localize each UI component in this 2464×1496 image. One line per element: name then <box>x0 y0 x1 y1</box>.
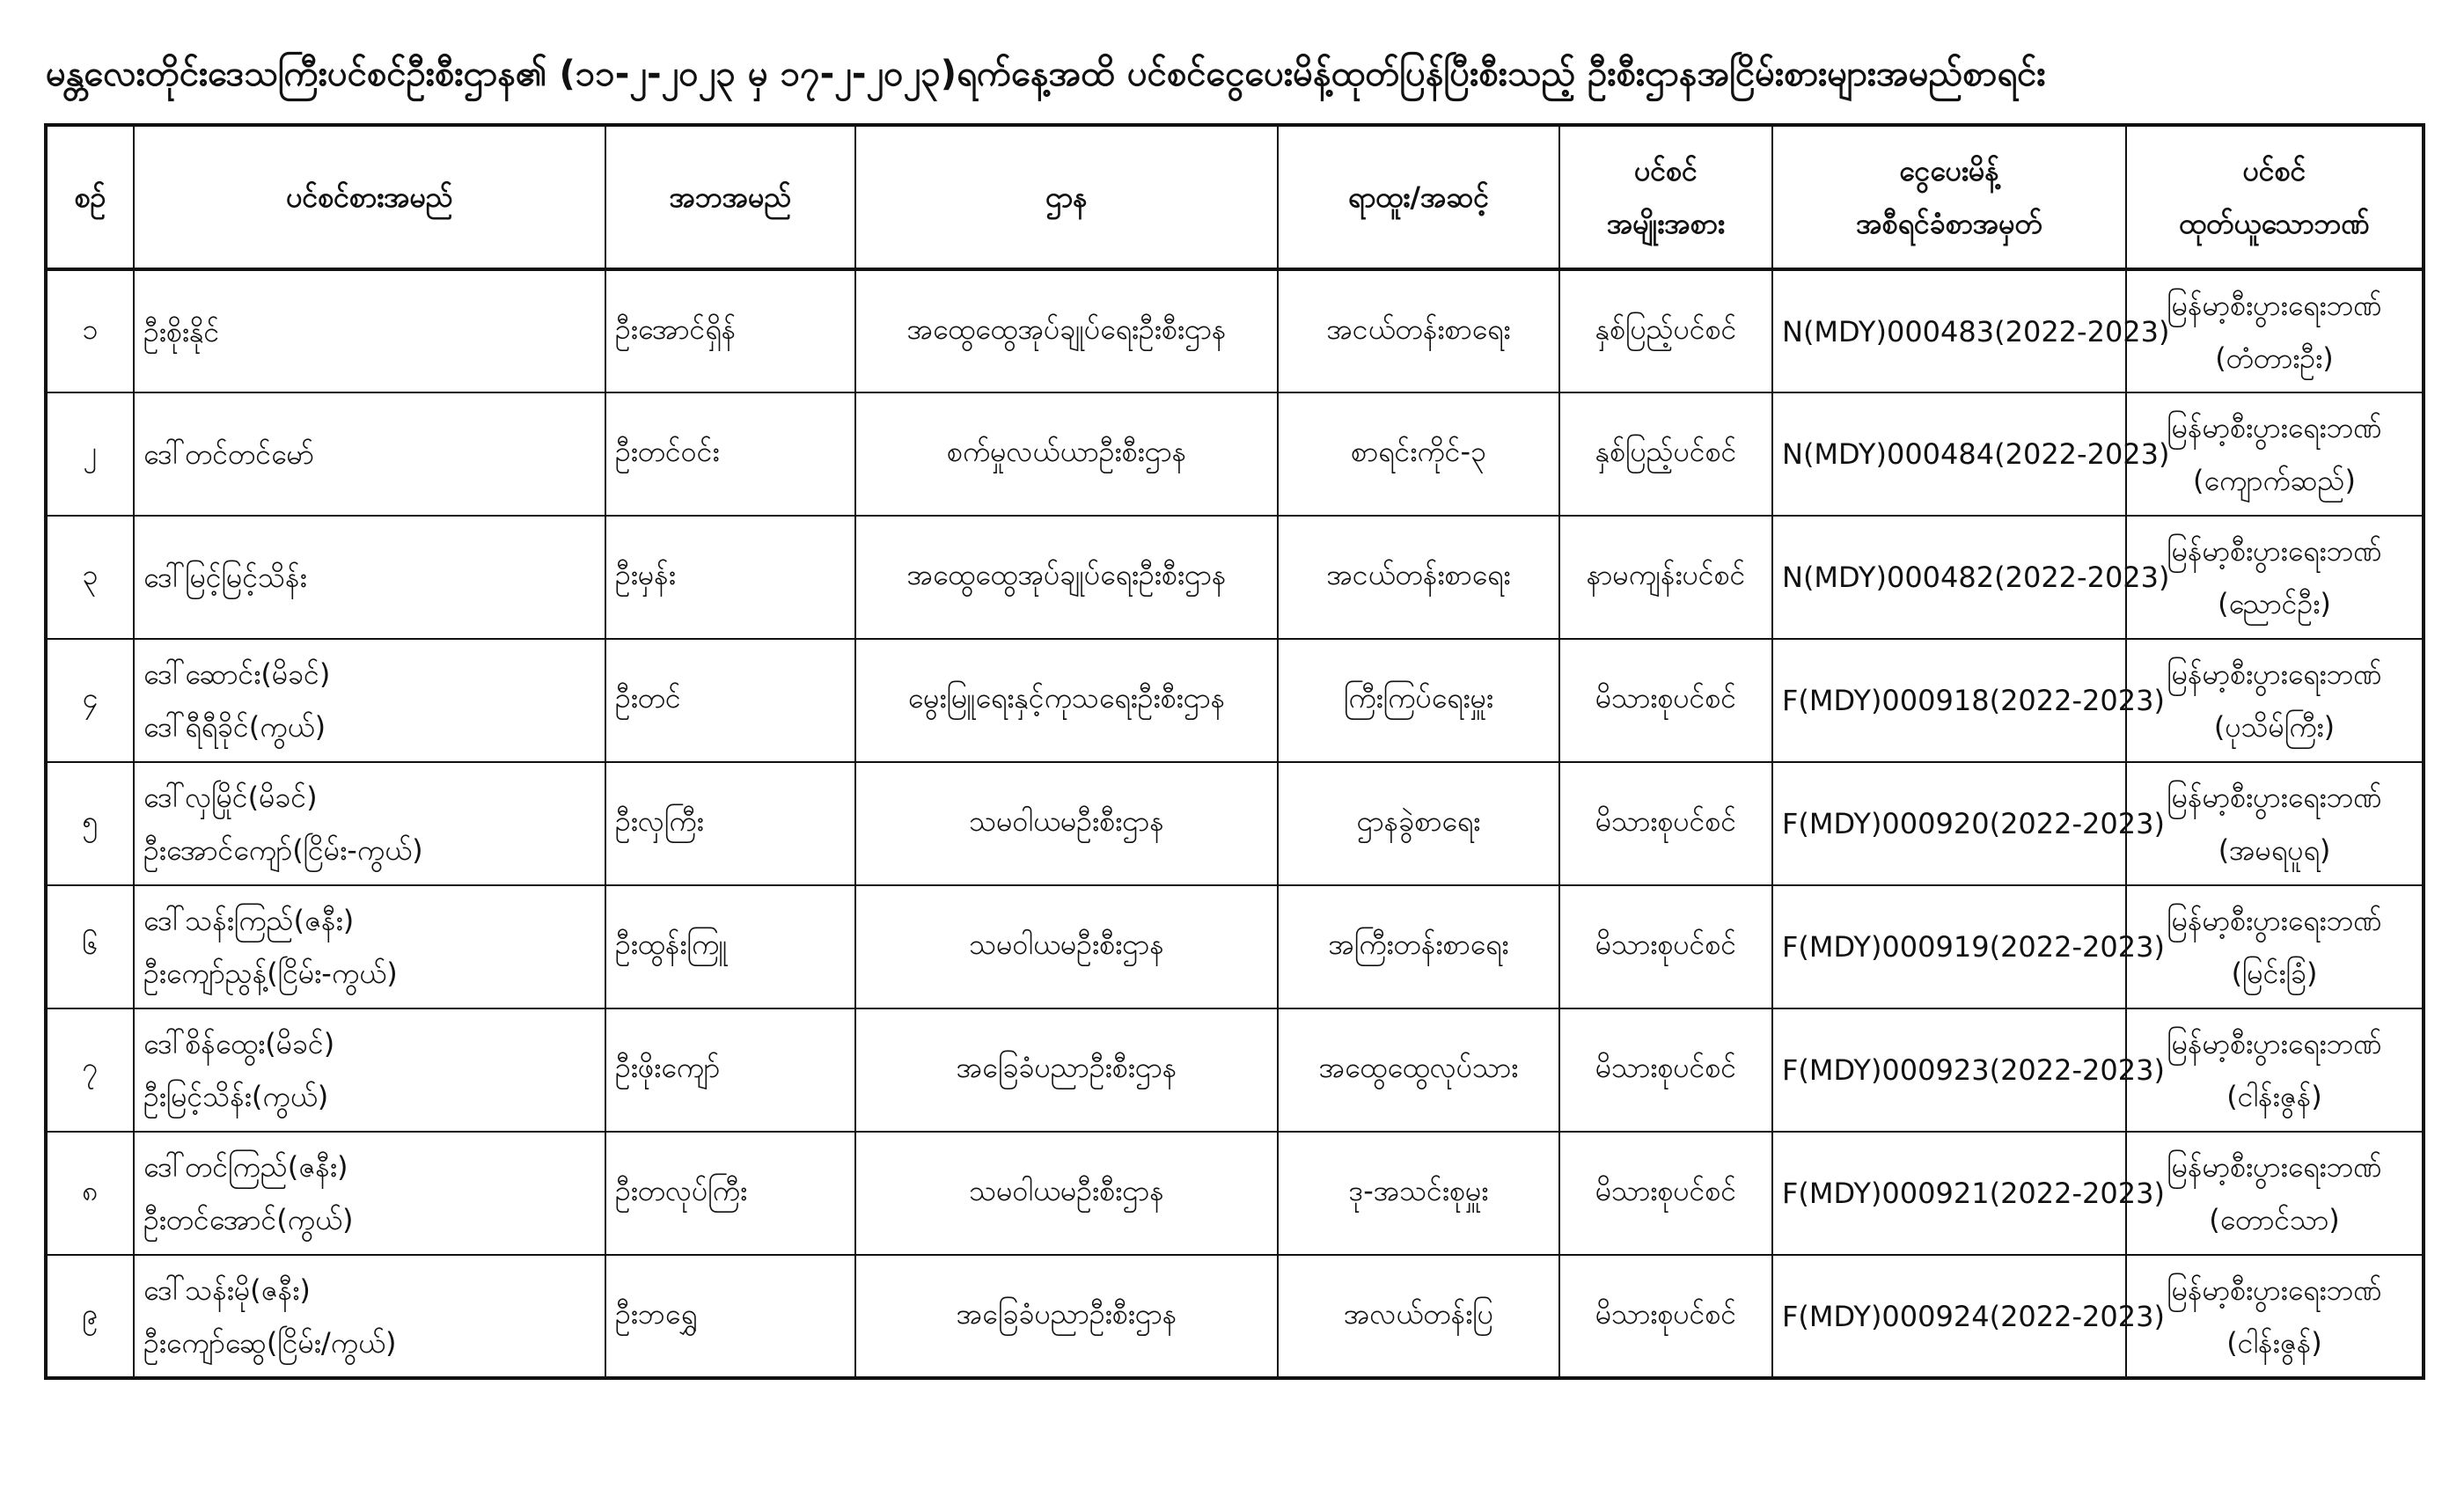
cell-rank: အထွေထွေလုပ်သား <box>1278 1008 1559 1132</box>
cell-no: ၃ <box>46 516 134 639</box>
cell-rank: ကြီးကြပ်ရေးမှူး <box>1278 639 1559 762</box>
bank-name: မြန်မာ့စီးပွားရေးဘဏ် <box>2167 781 2382 814</box>
bank-name: မြန်မာ့စီးပွားရေးဘဏ် <box>2167 1027 2382 1060</box>
cell-bank <box>2126 639 2424 762</box>
bank-name: မြန်မာ့စီးပွားရေးဘဏ် <box>2167 288 2382 322</box>
cell-order-no: F(MDY)000923(2022-2023) <box>1772 1008 2126 1132</box>
cell-father: ဦးထွန်းကြူ <box>605 885 855 1008</box>
pensioner-name-line1: ဒေါ်တင်ကြည်(ဇနီး) <box>143 1150 348 1184</box>
pensioner-name-line2: ဦးကျော်ဆွေ(ငြိမ်း/ကွယ်) <box>143 1325 397 1360</box>
cell-no: ၂ <box>46 392 134 516</box>
pensioner-name-line2: ဦးမြင့်သိန်း(ကွယ်) <box>143 1080 329 1113</box>
pensioner-name-line1: ဒေါ်သန်းမို(ဇနီး) <box>143 1272 311 1307</box>
table-row <box>46 762 2424 885</box>
pensioner-name-line1: ဒေါ်သန်းကြည်(ဇနီး) <box>143 904 355 937</box>
cell-department: သမဝါယမဦးစီးဌာန <box>855 1132 1278 1255</box>
cell-order-no: N(MDY)000482(2022-2023) <box>1772 516 2126 639</box>
cell-department: မွေးမြူရေးနှင့်ကုသရေးဦးစီးဌာန <box>855 639 1278 762</box>
cell-order-no: F(MDY)000918(2022-2023) <box>1772 639 2126 762</box>
cell-father: ဦးတလုပ်ကြီး <box>605 1132 855 1255</box>
pensioner-name-line1: ဒေါ်မြင့်မြင့်သိန်း <box>143 561 307 594</box>
table-row <box>46 1008 2424 1132</box>
header-bank-line2: ထုတ်ယူသောဘဏ် <box>2179 207 2370 240</box>
cell-department: အထွေထွေအုပ်ချုပ်ရေးဦးစီးဌာန <box>855 516 1278 639</box>
table-row <box>46 516 2424 639</box>
cell-bank <box>2126 392 2424 516</box>
cell-name <box>134 1255 605 1378</box>
cell-name <box>134 392 605 516</box>
cell-father: ဦးလှကြီး <box>605 762 855 885</box>
header-bank <box>2126 125 2424 269</box>
cell-department: သမဝါယမဦးစီးဌာန <box>855 762 1278 885</box>
cell-father: ဦးဘရွှေ <box>605 1255 855 1378</box>
cell-rank: အငယ်တန်းစာရေး <box>1278 269 1559 392</box>
header-no: စဉ် <box>46 125 134 269</box>
pensioner-name-line1: ဒေါ်စိန်ထွေး(မိခင်) <box>143 1027 335 1060</box>
pensioner-name-line2: ဦးကျော်ညွန့်(ငြိမ်း-ကွယ်) <box>143 957 398 990</box>
bank-branch: (ပုသိမ်ကြီး) <box>2213 710 2336 744</box>
cell-rank: ဌာနခွဲစာရေး <box>1278 762 1559 885</box>
table-row <box>46 1255 2424 1378</box>
cell-pension-type: မိသားစုပင်စင် <box>1559 1132 1772 1255</box>
table-header-row <box>46 125 2424 269</box>
cell-no: ၁ <box>46 269 134 392</box>
cell-father: ဦးအောင်ရှိန် <box>605 269 855 392</box>
cell-father: ဦးတင် <box>605 639 855 762</box>
bank-branch: (ညောင်ဦး) <box>2218 587 2331 620</box>
pensioner-name-line2: ဒေါ်ရီရီခိုင်(ကွယ်) <box>143 710 326 744</box>
pensioner-name-line1: ဒေါ်ဆောင်း(မိခင်) <box>143 657 331 691</box>
table-row <box>46 269 2424 392</box>
cell-no: ၅ <box>46 762 134 885</box>
cell-pension-type: နှစ်ပြည့်ပင်စင် <box>1559 392 1772 516</box>
cell-department: အခြေခံပညာဦးစီးဌာန <box>855 1255 1278 1378</box>
cell-bank <box>2126 1132 2424 1255</box>
cell-name <box>134 639 605 762</box>
cell-name <box>134 762 605 885</box>
header-pension-type <box>1559 125 1772 269</box>
table-row <box>46 392 2424 516</box>
pensioner-table <box>44 123 2425 1380</box>
cell-bank <box>2126 762 2424 885</box>
pensioner-name-line1: ဦးစိုးနိုင် <box>143 314 220 348</box>
cell-rank: အလယ်တန်းပြ <box>1278 1255 1559 1378</box>
cell-department: အထွေထွေအုပ်ချုပ်ရေးဦးစီးဌာန <box>855 269 1278 392</box>
cell-order-no: F(MDY)000924(2022-2023) <box>1772 1255 2126 1378</box>
cell-pension-type: မိသားစုပင်စင် <box>1559 1008 1772 1132</box>
header-bank-line1: ပင်စင် <box>2242 154 2306 187</box>
header-order-no-line2: အစီရင်ခံစာအမှတ် <box>1856 207 2042 240</box>
cell-name <box>134 516 605 639</box>
cell-pension-type: နှစ်ပြည့်ပင်စင် <box>1559 269 1772 392</box>
cell-rank: စာရင်းကိုင်-၃ <box>1278 392 1559 516</box>
cell-rank: ဒု-အသင်းစုမှူး <box>1278 1132 1559 1255</box>
header-rank: ရာထူး/အဆင့် <box>1278 125 1559 269</box>
cell-father: ဦးဖိုးကျော် <box>605 1008 855 1132</box>
cell-bank <box>2126 1255 2424 1378</box>
cell-pension-type: နာမကျန်းပင်စင် <box>1559 516 1772 639</box>
header-order-no <box>1772 125 2126 269</box>
cell-order-no: F(MDY)000920(2022-2023) <box>1772 762 2126 885</box>
header-order-no-line1: ငွေပေးမိန့် <box>1899 154 1999 187</box>
header-name: ပင်စင်စားအမည် <box>134 125 605 269</box>
cell-name <box>134 1008 605 1132</box>
table-row <box>46 885 2424 1008</box>
bank-name: မြန်မာ့စီးပွားရေးဘဏ် <box>2167 1272 2382 1307</box>
cell-rank: အကြီးတန်းစာရေး <box>1278 885 1559 1008</box>
pensioner-name-line1: ဒေါ်တင်တင်မော် <box>143 437 314 471</box>
cell-bank <box>2126 269 2424 392</box>
cell-name <box>134 885 605 1008</box>
table-row <box>46 639 2424 762</box>
cell-father: ဦးမှန်း <box>605 516 855 639</box>
cell-name <box>134 269 605 392</box>
bank-branch: (တောင်သာ) <box>2209 1203 2340 1236</box>
bank-name: မြန်မာ့စီးပွားရေးဘဏ် <box>2167 904 2382 937</box>
bank-branch: (အမရပူရ) <box>2218 833 2331 867</box>
header-father: အဘအမည် <box>605 125 855 269</box>
cell-no: ၉ <box>46 1255 134 1378</box>
cell-father: ဦးတင်ဝင်း <box>605 392 855 516</box>
bank-name: မြန်မာ့စီးပွားရေးဘဏ် <box>2167 1150 2382 1184</box>
cell-department: သမဝါယမဦးစီးဌာန <box>855 885 1278 1008</box>
bank-name: မြန်မာ့စီးပွားရေးဘဏ် <box>2167 657 2382 691</box>
cell-no: ၄ <box>46 639 134 762</box>
cell-bank <box>2126 516 2424 639</box>
bank-name: မြန်မာ့စီးပွားရေးဘဏ် <box>2167 534 2382 568</box>
cell-bank <box>2126 1008 2424 1132</box>
pensioner-name-line2: ဦးတင်အောင်(ကွယ်) <box>143 1203 354 1236</box>
page-title: မန္တလေးတိုင်းဒေသကြီးပင်စင်ဦးစီးဌာန၏ (၁၁-၂-၂၀၂၃ မှ ၁၇-၂-၂၀၂၃)ရက်နေ့အထိ ပင်စင်ငွေပေးမိန့်ထုတ်ပြန်ပြီးစီးသည့် ဦးစီးဌာနအငြိမ်းစားများအမည်စာရင်း <box>46 54 2046 94</box>
bank-name: မြန်မာ့စီးပွားရေးဘဏ် <box>2167 411 2382 444</box>
cell-order-no: N(MDY)000484(2022-2023) <box>1772 392 2126 516</box>
cell-no: ၆ <box>46 885 134 1008</box>
cell-bank <box>2126 885 2424 1008</box>
header-pension-type-line1: ပင်စင် <box>1634 154 1698 187</box>
cell-order-no: F(MDY)000921(2022-2023) <box>1772 1132 2126 1255</box>
cell-pension-type: မိသားစုပင်စင် <box>1559 639 1772 762</box>
bank-branch: (ငါန်းဇွန်) <box>2226 1325 2322 1360</box>
pensioner-name-line1: ဒေါ်လှမြိုင်(မိခင်) <box>143 781 318 814</box>
cell-pension-type: မိသားစုပင်စင် <box>1559 1255 1772 1378</box>
cell-rank: အငယ်တန်းစာရေး <box>1278 516 1559 639</box>
bank-branch: (တံတားဦး) <box>2215 341 2334 375</box>
table-row <box>46 1132 2424 1255</box>
header-pension-type-line2: အမျိုးအစား <box>1606 207 1726 240</box>
pensioner-name-line2: ဦးအောင်ကျော်(ငြိမ်း-ကွယ်) <box>143 833 423 867</box>
cell-department: အခြေခံပညာဦးစီးဌာန <box>855 1008 1278 1132</box>
bank-branch: (မြင်းခြံ) <box>2231 957 2318 990</box>
cell-no: ၈ <box>46 1132 134 1255</box>
cell-name <box>134 1132 605 1255</box>
cell-order-no: F(MDY)000919(2022-2023) <box>1772 885 2126 1008</box>
bank-branch: (ငါန်းဇွန်) <box>2226 1080 2322 1113</box>
cell-order-no: N(MDY)000483(2022-2023) <box>1772 269 2126 392</box>
cell-pension-type: မိသားစုပင်စင် <box>1559 885 1772 1008</box>
cell-no: ၇ <box>46 1008 134 1132</box>
bank-branch: (ကျောက်ဆည်) <box>2192 464 2357 497</box>
header-department: ဌာန <box>855 125 1278 269</box>
cell-department: စက်မှုလယ်ယာဦးစီးဌာန <box>855 392 1278 516</box>
cell-pension-type: မိသားစုပင်စင် <box>1559 762 1772 885</box>
